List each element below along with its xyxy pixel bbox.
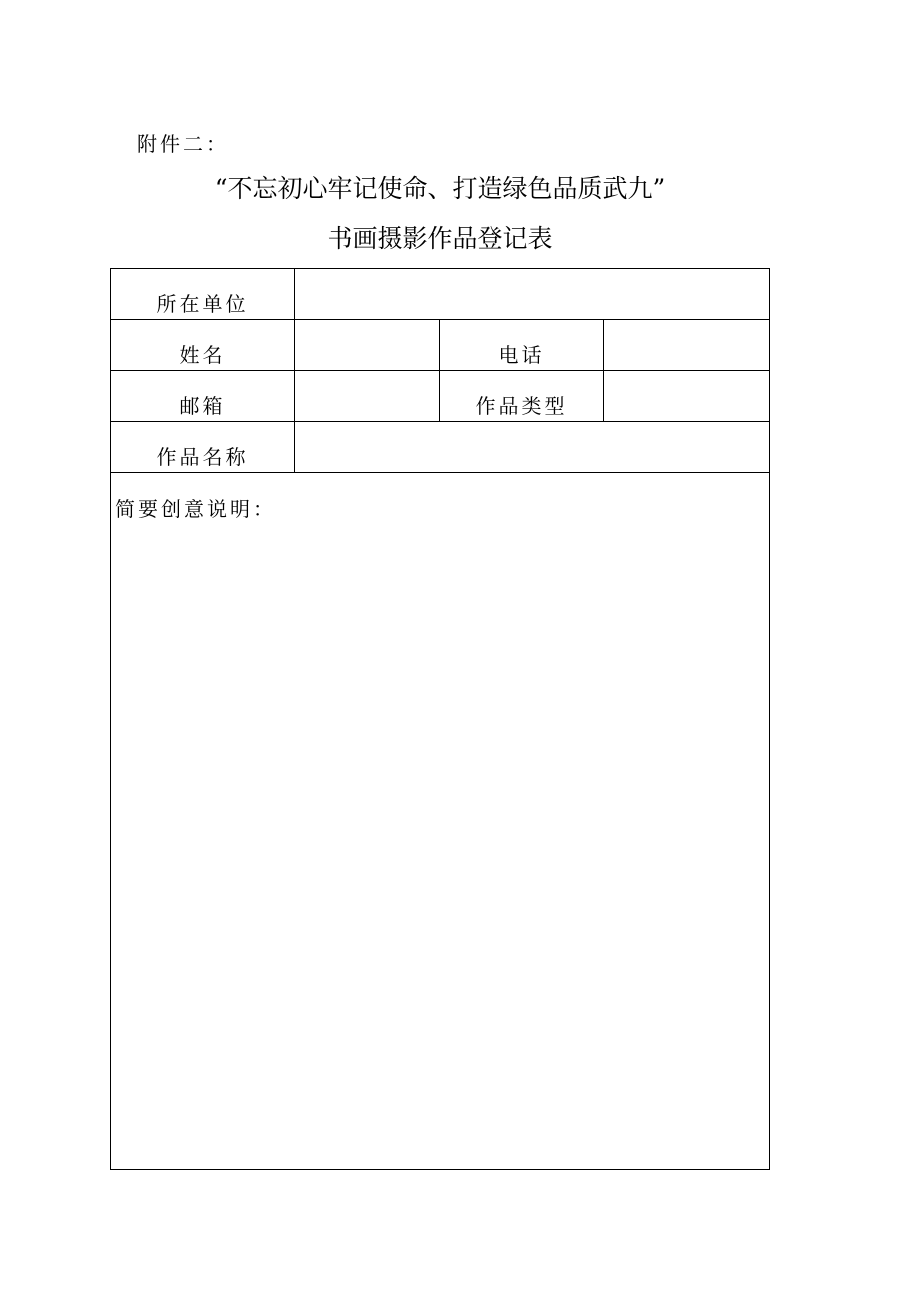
form-title-line-1: “不忘初心牢记使命、打造绿色品质武九” xyxy=(214,174,666,203)
work-type-field[interactable] xyxy=(604,371,770,422)
phone-field[interactable] xyxy=(604,320,770,371)
form-title-line-2: 书画摄影作品登记表 xyxy=(327,224,553,253)
row-description xyxy=(111,473,770,1170)
unit-field[interactable] xyxy=(295,269,770,320)
work-title-label: 作品名称 xyxy=(111,422,295,473)
phone-label: 电话 xyxy=(440,320,604,371)
email-label: 邮箱 xyxy=(111,371,295,422)
unit-label: 所在单位 xyxy=(111,269,295,320)
row-unit xyxy=(111,269,770,320)
work-title-field[interactable] xyxy=(295,422,770,473)
row-work-title xyxy=(111,422,770,473)
description-field[interactable] xyxy=(111,473,770,1170)
registration-form-table xyxy=(110,268,770,1170)
name-field[interactable] xyxy=(295,320,440,371)
row-email-type xyxy=(111,371,770,422)
description-label: 简要创意说明： xyxy=(115,497,276,521)
row-name-phone xyxy=(111,320,770,371)
email-field[interactable] xyxy=(295,371,440,422)
attachment-label: 附件二： xyxy=(137,132,229,156)
name-label: 姓名 xyxy=(111,320,295,371)
work-type-label: 作品类型 xyxy=(440,371,604,422)
